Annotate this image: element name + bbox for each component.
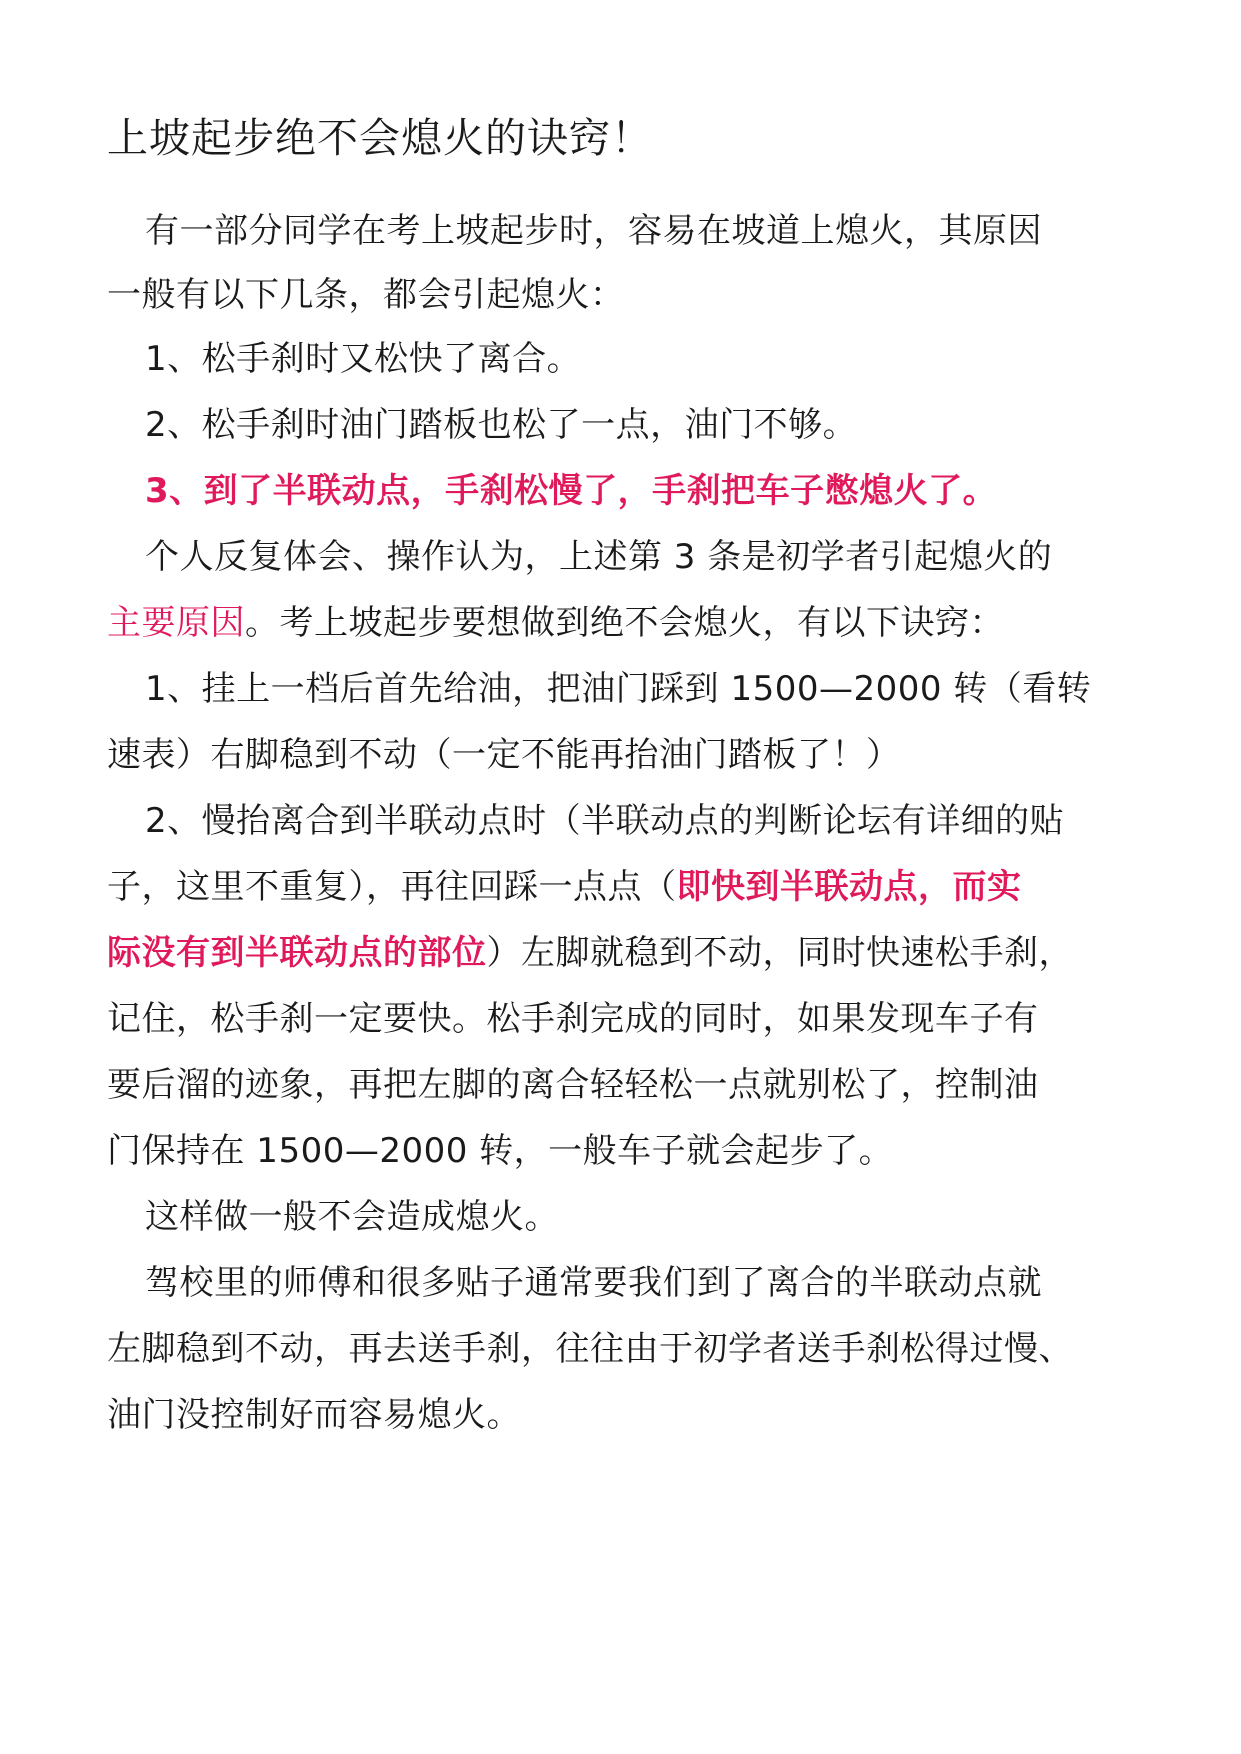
- reason-3-highlighted: 3、到了半联动点，手刹松慢了，手刹把车子憋熄火了。: [145, 471, 998, 511]
- tip-2-line-3: [107, 925, 1073, 981]
- analysis-line-2-rest: 。考上坡起步要想做到绝不会熄火，有以下诀窍：: [245, 603, 1004, 643]
- tip-2-line-6: 门保持在 1500—2000 转，一般车子就会起步了。: [107, 1131, 894, 1171]
- tip-2-line-5: 要后溜的迹象，再把左脚的离合轻轻松一点就别松了，控制油: [107, 1065, 1039, 1105]
- note-line-2: 左脚稳到不动，再去送手刹，往往由于初学者送手刹松得过慢、: [107, 1329, 1073, 1369]
- tip-2-highlight-a: 即快到半联动点，而实: [676, 867, 1022, 907]
- tip-2-line-1: 2、慢抬离合到半联动点时（半联动点的判断论坛有详细的贴: [145, 801, 1065, 841]
- tip-2-line-4: 记住，松手刹一定要快。松手刹完成的同时，如果发现车子有: [107, 999, 1039, 1039]
- main-reason-highlight: 主要原因: [107, 603, 245, 643]
- note-line-3: 油门没控制好而容易熄火。: [107, 1395, 521, 1435]
- reason-1: 1、松手刹时又松快了离合。: [145, 339, 582, 379]
- tip-2-line-2-text: 子，这里不重复），再往回踩一点点（: [107, 867, 677, 907]
- tip-1-line-2: 速表）右脚稳到不动（一定不能再抬油门踏板了！）: [107, 735, 901, 775]
- page-title: 上坡起步绝不会熄火的诀窍！: [107, 114, 653, 162]
- analysis-line-1: 个人反复体会、操作认为，上述第 3 条是初学者引起熄火的: [145, 537, 1053, 577]
- reason-2: 2、松手刹时油门踏板也松了一点，油门不够。: [145, 405, 858, 445]
- analysis-line-2: [107, 595, 1004, 651]
- tip-2-line-2: [107, 859, 1022, 915]
- tip-2-line-3-text: ）左脚就稳到不动，同时快速松手刹，: [486, 933, 1073, 973]
- conclusion-line: 这样做一般不会造成熄火。: [145, 1197, 559, 1237]
- tip-1-line-1: 1、挂上一档后首先给油，把油门踩到 1500—2000 转（看转: [145, 669, 1092, 709]
- tip-2-highlight-b: 际没有到半联动点的部位: [107, 933, 487, 973]
- note-line-1: 驾校里的师傅和很多贴子通常要我们到了离合的半联动点就: [145, 1263, 1042, 1303]
- intro-line-1: 有一部分同学在考上坡起步时，容易在坡道上熄火，其原因: [145, 211, 1042, 251]
- intro-line-2: 一般有以下几条，都会引起熄火：: [107, 275, 625, 315]
